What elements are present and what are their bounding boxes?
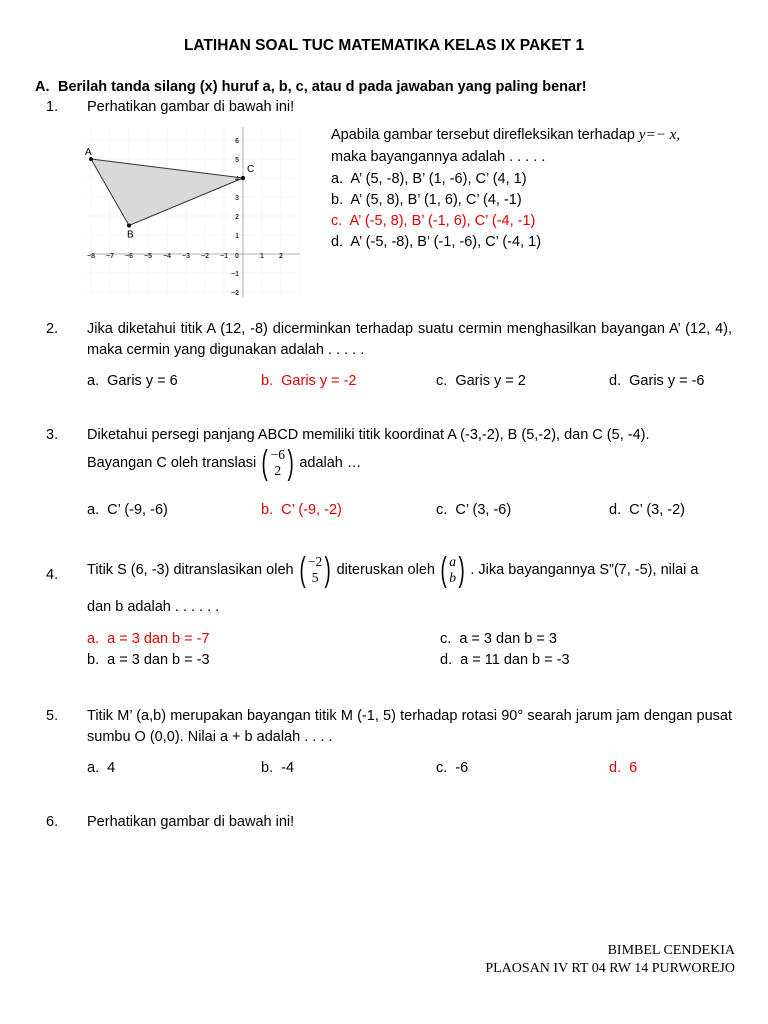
option-text: C’ (-9, -2) — [281, 502, 342, 518]
q2-option-a[interactable] — [87, 373, 178, 389]
x-tick-label: −2 — [201, 253, 209, 260]
point-label-b: B — [127, 229, 134, 241]
option-text: -6 — [455, 760, 469, 776]
q3-post: adalah … — [299, 455, 362, 471]
footer-line2: PLAOSAN IV RT 04 RW 14 PURWOREJO — [485, 961, 735, 976]
option-text: a = 3 dan b = -3 — [107, 652, 210, 668]
y-tick-label: 3 — [235, 195, 239, 202]
option-label: a. — [331, 171, 344, 187]
q5-option-a[interactable] — [87, 760, 115, 776]
option-label: d. — [440, 652, 453, 668]
point-label-a: A — [85, 147, 92, 158]
x-tick-label: 1 — [260, 253, 264, 260]
right-paren: ) — [458, 551, 465, 589]
option-label: a. — [87, 373, 100, 389]
option-label: c. — [436, 373, 448, 389]
option-text: -4 — [281, 760, 295, 776]
option-text: A’ (-5, -8), B’ (-1, -6), C’ (-4, 1) — [350, 234, 542, 250]
y-tick-label: −2 — [231, 290, 239, 297]
q5-option-b[interactable] — [261, 760, 294, 776]
q6-number: 6. — [46, 814, 59, 830]
vector-bottom: 5 — [311, 570, 319, 585]
q2-number: 2. — [46, 321, 59, 337]
q1-option-d[interactable] — [331, 234, 541, 250]
y-tick-label: −1 — [231, 271, 239, 278]
q4-option-a[interactable] — [87, 631, 210, 647]
q1-desc-text: Apabila gambar tersebut direfleksikan terhadap — [331, 127, 635, 143]
right-paren: ) — [287, 444, 294, 482]
option-text: Garis y = -2 — [281, 373, 357, 389]
option-label: c. — [440, 631, 452, 647]
y-tick-label: 5 — [235, 157, 239, 164]
q3-option-b[interactable] — [261, 502, 342, 518]
q1-coordinate-graph — [80, 122, 310, 302]
left-paren: ( — [299, 551, 306, 589]
q4-option-d[interactable] — [440, 652, 570, 668]
option-label: d. — [609, 760, 622, 776]
q5-text: Titik M’ (a,b) merupakan bayangan titik M (-1, 5) terhadap rotasi 90° searah jarum jam dengan pusat sumbu O (0,0). Nilai a + b adalah . . . . — [87, 708, 732, 745]
option-text: A’ (5, 8), B’ (1, 6), C’ (4, -1) — [350, 192, 522, 208]
option-label: b. — [261, 373, 274, 389]
option-text: C’ (3, -2) — [629, 502, 686, 518]
option-label: d. — [609, 502, 622, 518]
q3-pre: Bayangan C oleh translasi — [87, 455, 257, 471]
option-label: a. — [87, 760, 100, 776]
option-label: d. — [331, 234, 344, 250]
q4-line2: dan b adalah . . . . . . — [87, 599, 220, 615]
q3-option-c[interactable] — [436, 502, 511, 518]
option-label: b. — [261, 760, 274, 776]
x-tick-label: 2 — [279, 253, 283, 260]
x-tick-label: 0 — [235, 253, 239, 260]
q5-number: 5. — [46, 708, 59, 724]
q6-text: Perhatikan gambar di bawah ini! — [87, 814, 295, 830]
footer-line1: BIMBEL CENDEKIA — [607, 943, 735, 958]
left-paren: ( — [440, 551, 447, 589]
x-tick-label: −8 — [87, 253, 95, 260]
option-label: a. — [87, 502, 100, 518]
q1-number: 1. — [46, 99, 59, 115]
point-c — [241, 176, 245, 180]
q4-number: 4. — [46, 567, 59, 583]
q2-option-b[interactable] — [261, 373, 357, 389]
vector-top: −2 — [307, 554, 323, 569]
point-label-c: C — [247, 164, 255, 175]
q4-mid: diteruskan oleh — [336, 562, 435, 578]
q3-line2 — [87, 446, 361, 480]
option-text: Garis y = 2 — [455, 373, 526, 389]
y-tick-label: 4 — [235, 176, 239, 183]
graph-grid — [85, 129, 300, 298]
y-tick-label: 1 — [235, 233, 239, 240]
q3-number: 3. — [46, 427, 59, 443]
option-label: b. — [87, 652, 100, 668]
q2-option-c[interactable] — [436, 373, 526, 389]
q1-option-c[interactable] — [331, 213, 535, 229]
x-tick-label: −4 — [163, 253, 171, 260]
option-label: c. — [331, 213, 343, 229]
option-label: b. — [331, 192, 344, 208]
q4-pre: Titik S (6, -3) ditranslasikan oleh — [87, 562, 294, 578]
vector-bottom: b — [449, 570, 457, 585]
q1-desc-equation: y=− x, — [638, 127, 680, 143]
option-text: A’ (-5, 8), B’ (-1, 6), C’ (-4, -1) — [349, 213, 536, 229]
vector-top: −6 — [270, 447, 285, 462]
section-instruction: Berilah tanda silang (x) huruf a, b, c, atau d pada jawaban yang paling benar! — [58, 79, 587, 95]
option-label: c. — [436, 760, 448, 776]
x-tick-label: −1 — [220, 253, 228, 260]
option-label: d. — [609, 373, 622, 389]
option-text: Garis y = 6 — [107, 373, 178, 389]
option-label: a. — [87, 631, 100, 647]
vector-top: a — [449, 554, 457, 569]
q3-option-d[interactable] — [609, 502, 685, 518]
q3-translation-vector — [259, 446, 296, 480]
q1-option-b[interactable] — [331, 192, 522, 208]
option-text: 6 — [629, 760, 638, 776]
y-tick-label: 6 — [235, 138, 239, 145]
left-paren: ( — [261, 444, 269, 482]
y-tick-label: 2 — [235, 214, 239, 221]
option-text: a = 3 dan b = 3 — [459, 631, 557, 647]
option-text: a = 11 dan b = -3 — [460, 652, 570, 668]
q4-line1 — [87, 553, 732, 587]
q4-vector-1 — [297, 553, 334, 587]
q4-post: . Jika bayangannya S”(7, -5), nilai a — [470, 562, 699, 578]
vector-bottom: 2 — [274, 463, 282, 478]
q3-option-a[interactable] — [87, 502, 168, 518]
q1-text: Perhatikan gambar di bawah ini! — [87, 99, 295, 115]
q4-option-b[interactable] — [87, 652, 210, 668]
q4-option-c[interactable] — [440, 631, 557, 647]
x-tick-label: −3 — [182, 253, 190, 260]
q4-vector-2 — [438, 553, 467, 587]
q5-option-d[interactable] — [609, 760, 637, 776]
option-text: A’ (5, -8), B’ (1, -6), C’ (4, 1) — [350, 171, 527, 187]
option-label: c. — [436, 502, 448, 518]
option-text: C’ (3, -6) — [455, 502, 512, 518]
option-text: a = 3 dan b = -7 — [107, 631, 210, 647]
q1-description — [331, 127, 680, 144]
q1-desc-line2: maka bayangannya adalah . . . . . — [331, 149, 546, 165]
page-title: LATIHAN SOAL TUC MATEMATIKA KELAS IX PAKET 1 — [183, 37, 585, 54]
x-tick-label: −6 — [125, 253, 133, 260]
right-paren: ) — [324, 551, 332, 589]
x-tick-label: −5 — [144, 253, 152, 260]
q5-option-c[interactable] — [436, 760, 468, 776]
point-b — [127, 224, 131, 228]
option-label: b. — [261, 502, 274, 518]
option-text: C’ (-9, -6) — [107, 502, 168, 518]
q2-text: Jika diketahui titik A (12, -8) dicerminkan terhadap suatu cermin menghasilkan bayangan A’ (12, 4), maka cermin yang digunakan adalah . . . . . — [87, 321, 732, 358]
x-tick-label: −7 — [106, 253, 114, 260]
q1-option-a[interactable] — [331, 171, 527, 187]
option-text: 4 — [107, 760, 116, 776]
q2-option-d[interactable] — [609, 373, 705, 389]
q3-line1: Diketahui persegi panjang ABCD memiliki titik koordinat A (-3,-2), B (5,-2), dan C (5, -4). — [87, 427, 650, 443]
section-letter: A. — [35, 79, 50, 95]
option-text: Garis y = -6 — [629, 373, 705, 389]
